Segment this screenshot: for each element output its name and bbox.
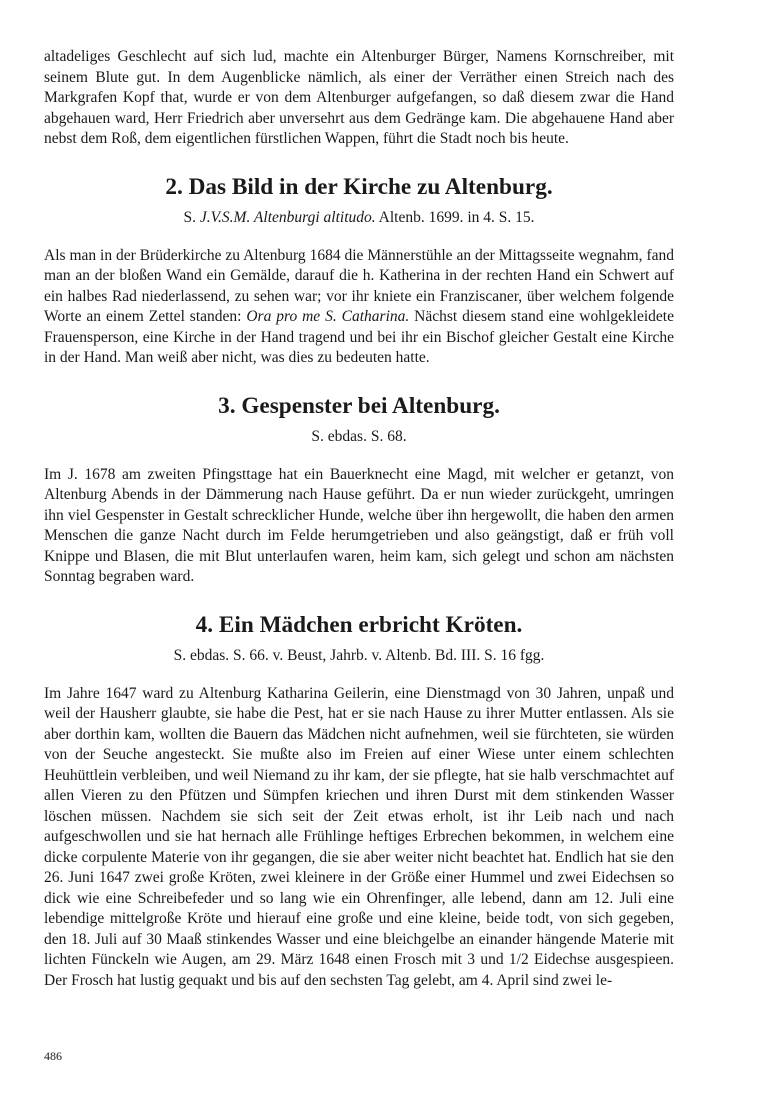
section-3-source: S. ebdas. S. 68. bbox=[311, 428, 407, 445]
page-body bbox=[44, 47, 674, 991]
section-2-source-title: J.V.S.M. Altenburgi altitudo. bbox=[199, 209, 376, 226]
section-2-source-prefix: S. bbox=[183, 209, 200, 226]
section-2-heading: 2. Das Bild in der Kirche zu Altenburg. bbox=[165, 173, 553, 200]
section-2-paragraph-rest: Nächst diesem stand eine wohlgekleidete Frauensperson, eine Kirche in der Hand tragend und bei ihr ein Bischof gleicher Gestalt eine Kirche in der Hand. Man weiß aber nicht, was dies zu bedeuten hatte. bbox=[44, 308, 674, 366]
section-4-paragraph: Im Jahre 1647 ward zu Altenburg Katharina Geilerin, eine Dienstmagd von 30 Jahren, unpaß und weil der Hausherr glaubte, sie habe die Pest, hat er sie nach Hause zu ihrer Mutter entlassen. Als sie aber dorthin kam, wollten die Bauern das Mädchen nicht aufnehmen, weil sie fürchteten, sie würden von der Seuche angesteckt. Sie mußte also im Freien auf einer Wiese unter einem schlechten Heuhüttlein verbleiben, und weil Niemand zu ihr kam, der sie pflegte, hat sie halb verschmachtet auf allen Vieren zu den Pfützen und Sümpfen kriechen und ihren Durst mit dem stinkenden Wasser löschen müssen. Nachdem sie sich seit der Zeit etwas erholt, ist ihr Leib nach und nach aufgeschwollen und sie hat hernach alle Frühlinge heftiges Erbrechen bekommen, in welchem eine dicke corpulente Materie von ihr gegangen, die sie aber weiter nicht beachtet hat. Endlich hat sie den 26. Juni 1647 zwei große Kröten, zwei kleinere in der Größe einer Hummel und zwei Eidechsen so dick wie eine Schreibefeder und so lang wie ein Ohrenfinger, alle lebend, dann am 12. Juli eine lebendige mittelgroße Kröte und hierauf eine große und eine kleine, beide todt, von sich gegeben, den 18. Juli auf 30 Maaß stinkendes Wasser und eine bleichgelbe an einander hängende Materie mit lichten Fünckeln wie Augen, am 29. März 1648 einen Frosch mit 3 und 1/2 Eidechse ausgespieen. Der Frosch hat lustig gequakt und bis auf den sechsten Tag gelebt, am 4. April sind zwei le- bbox=[44, 684, 674, 989]
section-3-paragraph: Im J. 1678 am zweiten Pfingsttage hat ein Bauerknecht eine Magd, mit welcher er getanzt, von Altenburg Abends in der Dämmerung nach Hause geführt. Da er nun wieder zurückgeht, umringen ihn viel Gespenster in Gestalt schrecklicher Hunde, welche über ihn hergewollt, die haben den armen Menschen die ganze Nacht durch im Felde herumgetrieben und also geängstigt, daß er früh voll Knippe und Blasen, die mit Blut unterlaufen waren, heim kam, sich gelegt und schon am nächsten Sonntag begraben ward. bbox=[44, 465, 674, 585]
section-4-source: S. ebdas. S. 66. v. Beust, Jahrb. v. Altenb. Bd. III. S. 16 fgg. bbox=[173, 647, 545, 664]
page-number: 486 bbox=[44, 1049, 62, 1063]
section-2-paragraph bbox=[44, 246, 674, 369]
section-4-heading: 4. Ein Mädchen erbricht Kröten. bbox=[195, 611, 523, 638]
section-2-source-suffix: Altenb. 1699. in 4. S. 15. bbox=[375, 209, 535, 226]
section-3-heading: 3. Gespenster bei Altenburg. bbox=[218, 392, 500, 419]
section-2-source bbox=[44, 208, 674, 229]
section-2-paragraph-main: Als man in der Brüderkirche zu Altenburg 1684 die Männerstühle an der Mittagsseite wegnahm, fand man an der bloßen Wand ein Gemälde, darauf die h. Katherina in der rechten Hand ein Schwert auf ein halbes Rad niederlassend, zu sehen war; vor ihr kniete ein Franziscaner, über welchem folgende Worte an einem Zettel standen: bbox=[44, 246, 674, 325]
section-2-paragraph-quote: Ora pro me S. Catharina. bbox=[246, 308, 410, 325]
intro-paragraph: altadeliges Geschlecht auf sich lud, machte ein Altenburger Bürger, Namens Kornschreiber, mit seinem Blute gut. In dem Augenblicke nämlich, als einer der Verräther einen Streich nach des Markgrafen Kopf that, wurde er von dem Altenburger aufgefangen, so daß diesem zwar die Hand abgehauen ward, Herr Friedrich aber unversehrt aus dem Gedränge kam. Die abgehauene Hand aber nebst dem Roß, dem eigentlichen fürstlichen Wappen, führt die Stadt noch bis heute. bbox=[44, 48, 674, 147]
